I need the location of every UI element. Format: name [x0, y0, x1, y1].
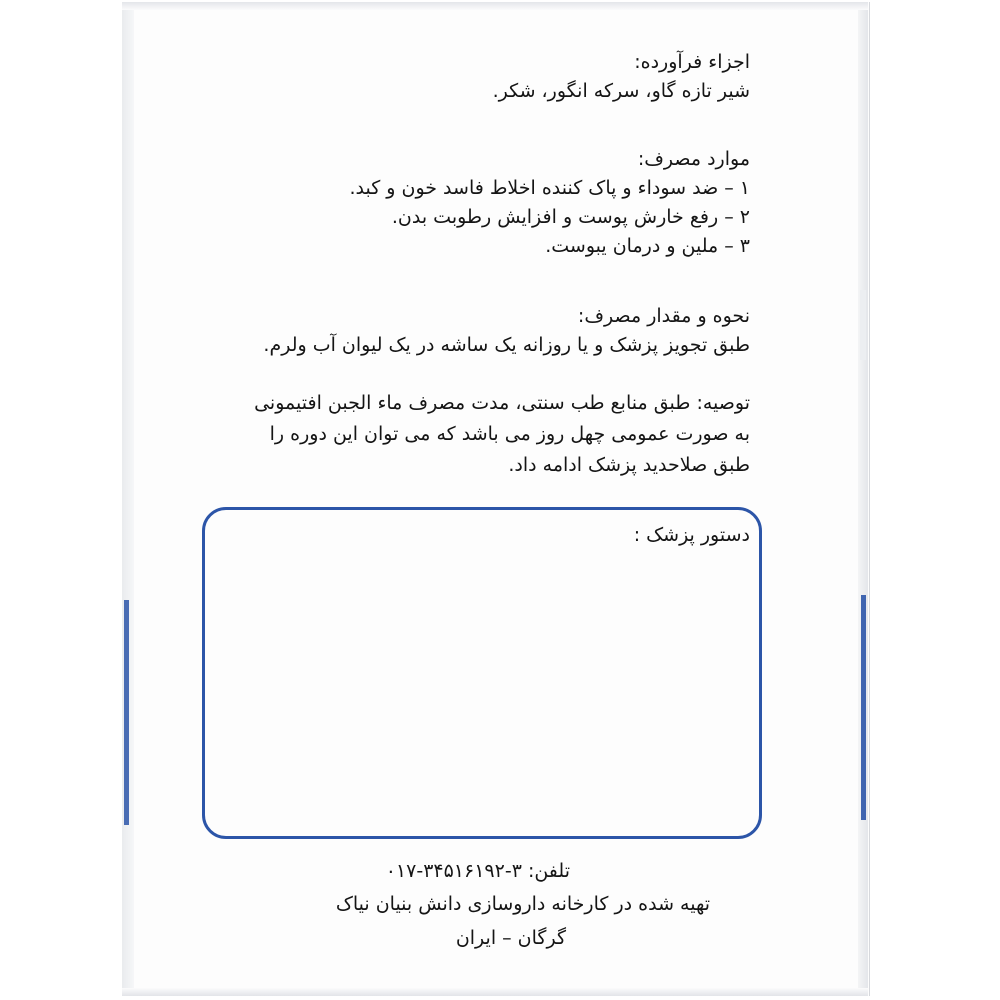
- footer-manufacturer: تهیه شده در کارخانه داروسازی دانش بنیان نیاک: [335, 893, 710, 915]
- prescription-label: دستور پزشک :: [633, 524, 750, 546]
- recommendation-line-3: طبق صلاحدید پزشک ادامه داد.: [508, 454, 750, 476]
- prescription-box: [202, 507, 762, 839]
- ingredients-section: [493, 48, 750, 106]
- uses-item-1: ۱ – ضد سوداء و پاک کننده اخلاط فاسد خون و کبد.: [349, 177, 750, 199]
- dosage-text: طبق تجویز پزشک و یا روزانه یک ساشه در یک لیوان آب ولرم.: [263, 334, 750, 356]
- box-flap-notch: [860, 290, 866, 360]
- recommendation-line-2: به صورت عمومی چهل روز می باشد که می توان این دوره را: [269, 423, 750, 445]
- dosage-section: [263, 302, 750, 360]
- box-edge-left: [122, 2, 134, 996]
- box-edge-top: [122, 2, 868, 10]
- footer-location: گرگان – ایران: [455, 927, 566, 949]
- dosage-heading: نحوه و مقدار مصرف:: [577, 305, 750, 327]
- recommendation-line-1: توصیه: طبق منابع طب سنتی، مدت مصرف ماء الجبن افتیمونی: [254, 392, 750, 414]
- recommendation-section: [254, 388, 750, 481]
- ingredients-text: شیر تازه گاو، سرکه انگور، شکر.: [492, 80, 750, 102]
- uses-item-2: ۲ – رفع خارش پوست و افزایش رطوبت بدن.: [391, 206, 750, 228]
- side-stripe-right: [861, 595, 866, 820]
- uses-heading: موارد مصرف:: [637, 148, 750, 170]
- uses-section: [349, 145, 750, 261]
- ingredients-heading: اجزاء فرآورده:: [634, 51, 750, 73]
- side-stripe-left: [124, 600, 129, 825]
- box-edge-bottom: [122, 988, 868, 996]
- uses-item-3: ۳ – ملین و درمان یبوست.: [545, 235, 750, 257]
- box-edge-right: [858, 2, 868, 996]
- footer-phone: تلفن: ۳-۳۴۵۱۶۱۹۲-۰۱۷: [385, 860, 570, 882]
